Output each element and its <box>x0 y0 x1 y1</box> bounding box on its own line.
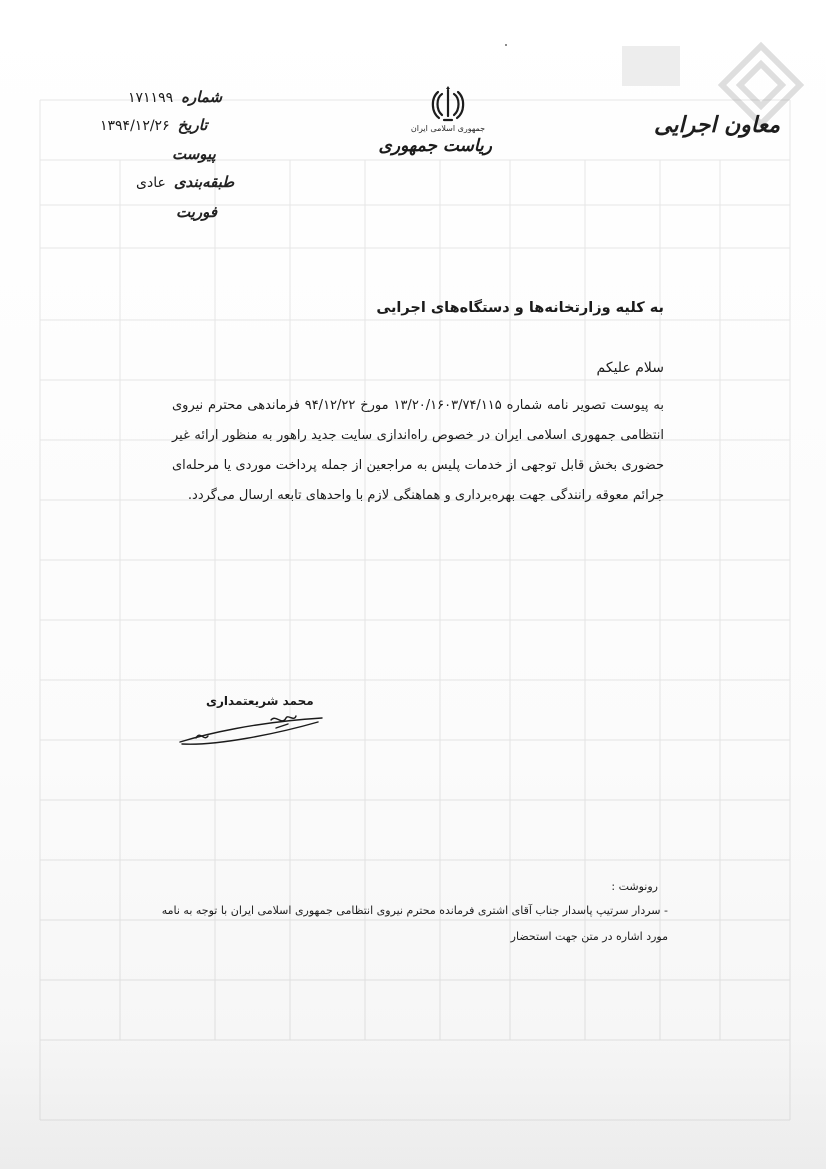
meta-date <box>100 116 207 134</box>
letter-body: به پیوست تصویر نامه شماره ۱۳/۲۰/۱۶۰۳/۷۴/۱۱۵ مورخ ۹۴/۱۲/۲۲ فرماندهی محترم نیروی انتظامی جمهوری اسلامی ایران در خصوص راه‌اندازی سایت جدید راهور به منظور ارائه غیر حضوری بخش قابل توجهی از خدمات پلیس به مراجعین از جمله پرداخت موردی یا مرحله‌ای جرائم معوقه رانندگی جهت بهره‌برداری و هماهنگی لازم با واحدهای تابعه ارسال می‌گردد. <box>172 398 664 503</box>
salutation: سلام علیکم <box>596 360 664 376</box>
addressee: به کلیه وزارتخانه‌ها و دستگاه‌های اجرایی <box>376 300 664 316</box>
emblem-icon <box>431 86 465 124</box>
meta-number <box>128 88 222 106</box>
attachment-label: پیوست <box>172 145 216 163</box>
signer-name: محمد شریعتمداری <box>206 694 314 708</box>
number-label: شماره <box>181 88 223 106</box>
meta-priority <box>176 203 217 221</box>
signature-icon <box>176 712 326 748</box>
meta-attachment <box>172 145 216 163</box>
role-title: معاون اجرایی <box>654 112 780 138</box>
classification-label: طبقه‌بندی <box>173 173 235 191</box>
cc-text: - سردار سرتیپ پاسدار جناب آقای اشتری فرمانده محترم نیروی انتظامی جمهوری اسلامی ایران با توجه به نامه مورد اشاره در متن جهت استحضار <box>161 904 668 943</box>
meta-classification <box>136 173 234 191</box>
date-value: ۱۳۹۴/۱۲/۲۶ <box>100 118 170 134</box>
scan-shadow <box>0 1029 826 1169</box>
date-label: تاریخ <box>177 116 208 134</box>
classification-value: عادی <box>136 175 166 191</box>
priority-label: فوریت <box>176 203 218 221</box>
scan-speck <box>505 44 507 46</box>
presidency-title: ریاست جمهوری <box>378 136 492 156</box>
cc-label: رونوشت : <box>611 880 658 893</box>
emblem-subtitle: جمهوری اسلامی ایران <box>410 124 486 133</box>
stamp-mark <box>622 46 680 86</box>
number-value: ۱۷۱۱۹۹ <box>128 90 174 106</box>
